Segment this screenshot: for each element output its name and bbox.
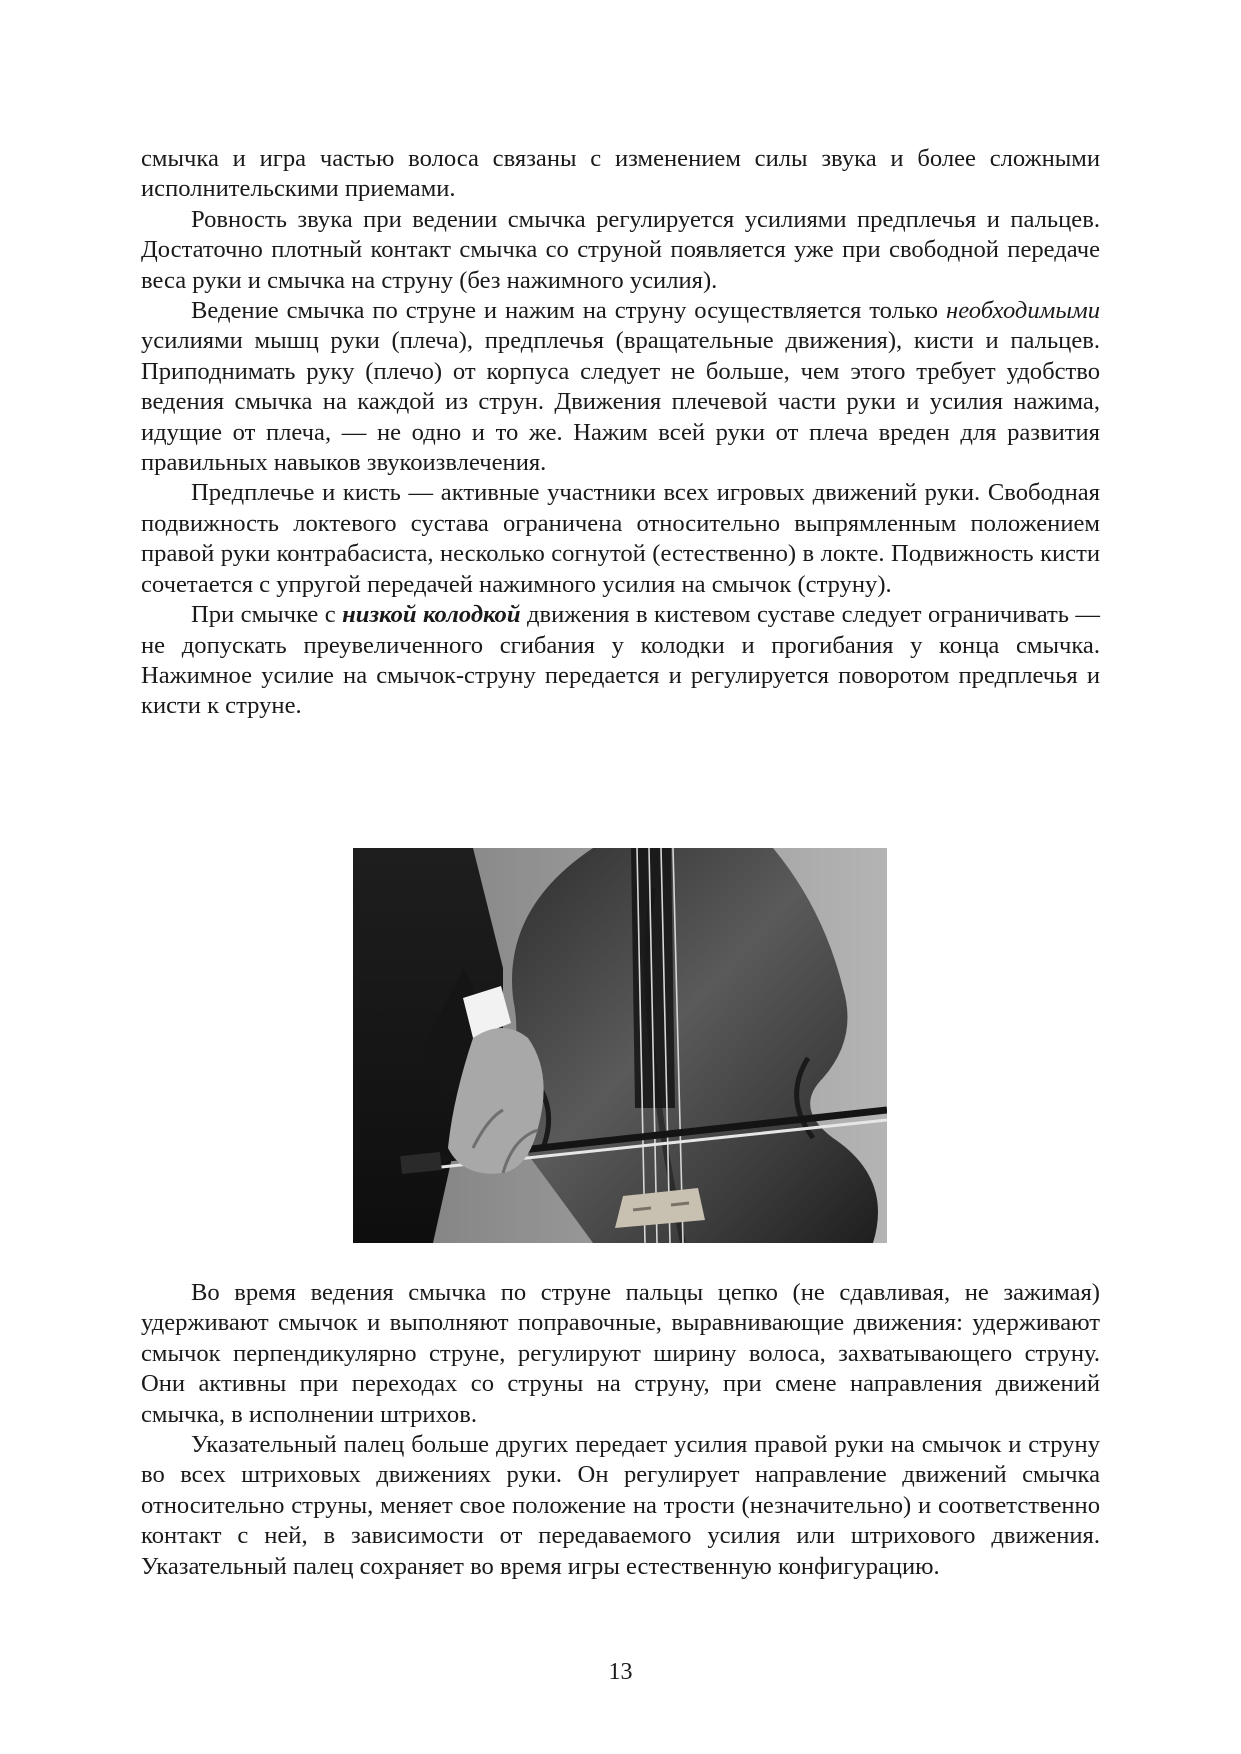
page-number: 13	[608, 1659, 633, 1685]
bottom-text-block	[141, 1278, 1100, 1582]
paragraph-3-start: Ведение смычка по струне и нажим на струну осуществляется только	[191, 297, 946, 325]
paragraph-7: Указательный палец больше других передает усилия правой руки на смычок и струну во всех штриховых движениях руки. Он регулирует направление движений смычка относительно струны, меняет свое положение на трости (незначительно) и соответственно контакт с ней, в зависимости от передаваемого усилия или штрихового движения. Указательный палец сохраняет во время игры естественную конфигурацию.	[141, 1431, 1100, 1580]
paragraph-4: Предплечье и кисть — активные участники всех игровых движений руки. Свободная подвижность локтевого сустава ограничена относительно выпрямленным положением правой руки контрабасиста, несколько согнутой (естественно) в локте. Подвижность кисти сочетается с упругой передачей нажимного усилия на смычок (струну).	[141, 479, 1100, 598]
paragraph-3-end: усилиями мышц руки (плеча), предплечья (вращательные движения), кисти и пальцев. Приподнимать руку (плечо) от корпуса следует не больше, чем этого требует удобство ведения смычка на каждой из струн. Движения плечевой части руки и усилия нажима, идущие от плеча, — не одно и то же. Нажим всей руки от плеча вреден для развития правильных навыков звукоизвлечения.	[141, 327, 1100, 477]
top-text-block	[141, 144, 1100, 722]
paragraph-2: Ровность звука при ведении смычка регулируется усилиями предплечья и пальцев. Достаточно плотный контакт смычка со струной появляется уже при свободной передаче веса руки и смычка на струну (без нажимного усилия).	[141, 205, 1100, 294]
emphasis-necessary: необходимыми	[946, 297, 1100, 325]
photo-illustration	[353, 848, 887, 1243]
double-bass-bowing-photo	[353, 848, 887, 1243]
paragraph-6: Во время ведения смычка по струне пальцы цепко (не сдавливая, не зажимая) удерживают смычок и выполняют поправочные, выравнивающие движения: удерживают смычок перпендикулярно струне, регулируют ширину волоса, захватывающего струну. Они активны при переходах со струны на струну, при смене направления движений смычка, в исполнении штрихов.	[141, 1279, 1100, 1428]
emphasis-low-frog: низкой колодкой	[342, 601, 521, 629]
paragraph-5-start: При смычке с	[191, 601, 343, 629]
paragraph-5	[141, 600, 1100, 722]
paragraph-1: смычка и игра частью волоса связаны с изменением силы звука и более сложными исполнительскими приемами.	[141, 145, 1100, 203]
paragraph-5-end: движения в кистевом суставе следует ограничивать — не допускать преувеличенного сгибания у колодки и прогибания у конца смычка. Нажимное усилие на смычок-струну передается и регулируется поворотом предплечья и кисти к струне.	[141, 601, 1100, 720]
paragraph-3	[141, 296, 1100, 478]
